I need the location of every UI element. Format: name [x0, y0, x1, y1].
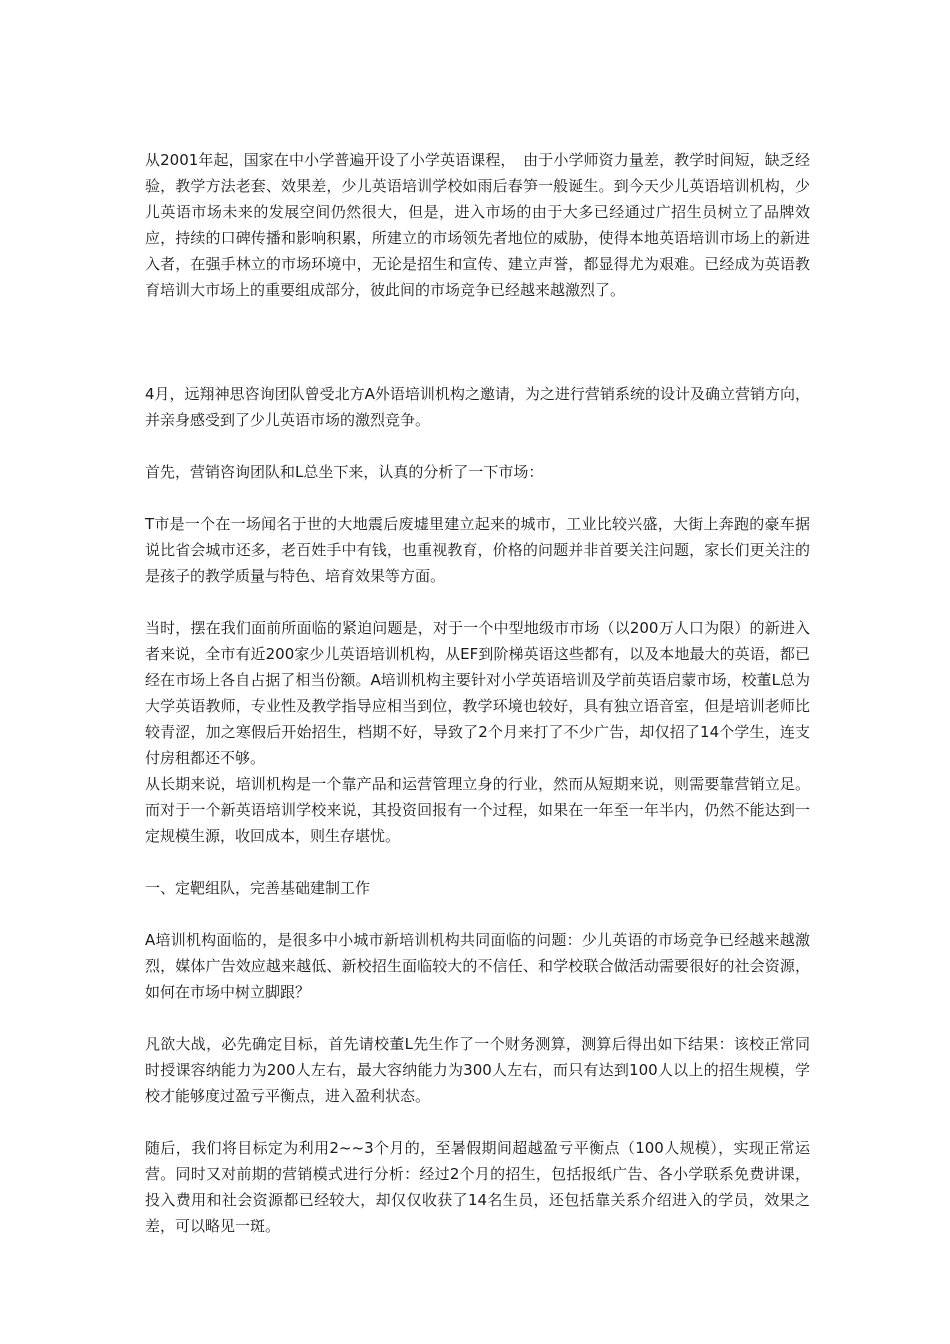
paragraph-intro: 从2001年起，国家在中小学普遍开设了小学英语课程， 由于小学师资力量差，教学时间短，缺乏经验，教学方法老套、效果差，少儿英语培训学校如雨后春笋一般诞生。到今天少儿英语培训机构，少儿英语市场未来的发展空间仍然很大，但是，进入市场的由于大多已经通过广招生员树立了品牌效应，持续的口碑传播和影响积累，所建立的市场领先者地位的威胁，使得本地英语培训市场上的新进入者，在强手林立的市场环境中，无论是招生和宣传、建立声誉，都显得尤为艰难。已经成为英语教育培训大市场上的重要组成部分，彼此间的市场竞争已经越来越激烈了。 [145, 151, 810, 299]
blank-space [145, 433, 810, 459]
paragraph-common-problem: A培训机构面临的，是很多中小城市新培训机构共同面临的问题：少儿英语的市场竞争已经越来越激烈，媒体广告效应越来越低、新校招生面临较大的不信任、和学校联合做活动需要很好的社会资源，如何在市场中树立脚跟？ [145, 931, 810, 1001]
blank-space [145, 1109, 810, 1135]
blank-space [145, 849, 810, 875]
blank-space [145, 485, 810, 511]
paragraph-long-term: 从长期来说，培训机构是一个靠产品和运营管理立身的行业，然而从短期来说，则需要靠营销立足。而对于一个新英语培训学校来说，其投资回报有一个过程，如果在一年至一年半内，仍然不能达到一定规模生源，收回成本，则生存堪忧。 [145, 775, 810, 845]
document-body [145, 147, 810, 1239]
blank-space [145, 303, 810, 381]
paragraph-goal-setting: 随后，我们将目标定为利用2~~3个月的，至暑假期间超越盈亏平衡点（100人规模），实现正常运营。同时又对前期的营销模式进行分析：经过2个月的招生，包括报纸广告、各小学联系免费讲课，投入费用和社会资源都已经较大，却仅仅收获了14名生员，还包括靠关系介绍进入的学员，效果之差，可以略见一斑。 [145, 1139, 810, 1235]
paragraph-city-description: T市是一个在一场闻名于世的大地震后废墟里建立起来的城市，工业比较兴盛，大街上奔跑的豪车据说比省会城市还多，老百姓手中有钱，也重视教育，价格的问题并非首要关注问题，家长们更关注的是孩子的教学质量与特色、培育效果等方面。 [145, 515, 810, 585]
paragraph-analysis-start: 首先，营销咨询团队和L总坐下来，认真的分析了一下市场： [145, 463, 544, 481]
blank-space [145, 589, 810, 615]
paragraph-financial-target: 凡欲大战，必先确定目标，首先请校董L先生作了一个财务测算，测算后得出如下结果：该校正常同时授课容纳能力为200人左右，最大容纳能力为300人左右，而只有达到100人以上的招生规模，学校才能够度过盈亏平衡点，进入盈利状态。 [145, 1035, 810, 1105]
paragraph-invitation: 4月，远翔神思咨询团队曾受北方A外语培训机构之邀请，为之进行营销系统的设计及确立营销方向，并亲身感受到了少儿英语市场的激烈竞争。 [145, 385, 810, 429]
section-heading: 一、定靶组队，完善基础建制工作 [145, 879, 371, 897]
paragraph-urgent-problem: 当时，摆在我们面前所面临的紧迫问题是，对于一个中型地级市市场（以200万人口为限）的新进入者来说，全市有近200家少儿英语培训机构，从EF到阶梯英语这些都有，以及本地最大的英语，都已经在市场上各自占据了相当份额。A培训机构主要针对小学英语培训及学前英语启蒙市场，校董L总为大学英语教师，专业性及教学指导应相当到位，教学环境也较好，具有独立语音室，但是培训老师比较青涩，加之寒假后开始招生，档期不好，导致了2个月来打了不少广告，却仅招了14个学生，连支付房租都还不够。 [145, 619, 810, 767]
blank-space [145, 901, 810, 927]
blank-space [145, 1005, 810, 1031]
